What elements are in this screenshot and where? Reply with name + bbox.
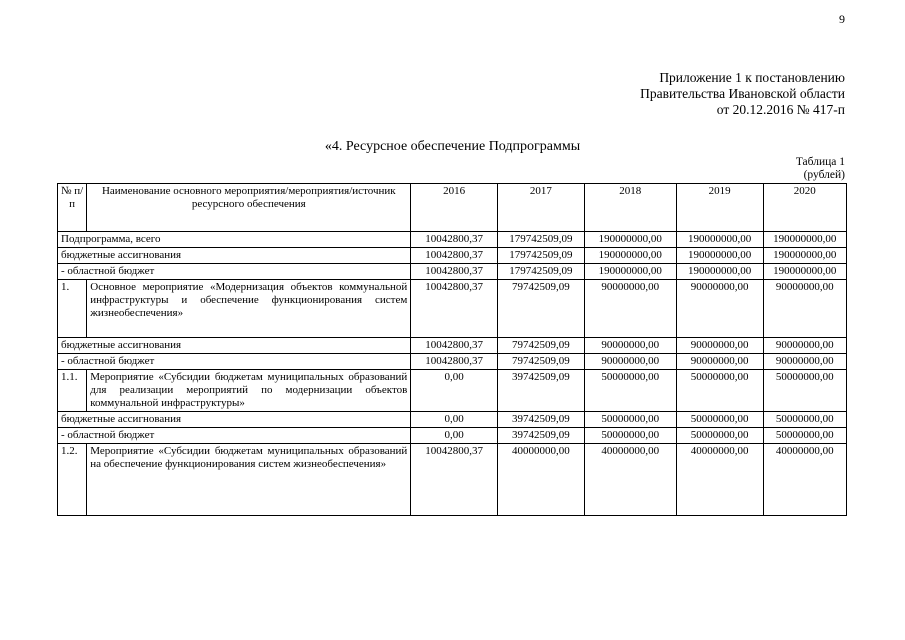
row-label: Основное мероприятие «Модернизация объектов коммунальной инфраструктуры и обеспечение функционирования систем жизнеобеспечения» [87, 280, 411, 338]
row-value: 190000000,00 [763, 232, 846, 248]
row-value: 179742509,09 [498, 248, 585, 264]
row-value: 39742509,09 [498, 428, 585, 444]
table-row [58, 354, 847, 370]
table-units: (рублей) [803, 169, 845, 181]
row-value: 90000000,00 [763, 338, 846, 354]
row-value: 39742509,09 [498, 412, 585, 428]
table-number: Таблица 1 [795, 156, 845, 168]
row-value: 90000000,00 [584, 280, 676, 338]
row-value: 10042800,37 [411, 338, 498, 354]
header-year-2019: 2019 [676, 184, 763, 232]
table-row [58, 428, 847, 444]
header-no: № п/п [58, 184, 87, 232]
row-value: 10042800,37 [411, 248, 498, 264]
row-value: 50000000,00 [584, 412, 676, 428]
row-value: 40000000,00 [676, 444, 763, 516]
row-value: 190000000,00 [676, 232, 763, 248]
row-value: 79742509,09 [498, 280, 585, 338]
table-caption [796, 156, 845, 182]
row-value: 190000000,00 [584, 248, 676, 264]
appendix-line-3: от 20.12.2016 № 417-п [716, 102, 845, 117]
resource-table [57, 183, 847, 516]
row-value: 90000000,00 [584, 338, 676, 354]
table-row [58, 370, 847, 412]
row-value: 10042800,37 [411, 280, 498, 338]
row-value: 90000000,00 [584, 354, 676, 370]
header-name: Наименование основного мероприятия/мероприятия/источник ресурсного обеспечения [87, 184, 411, 232]
table-row [58, 248, 847, 264]
row-value: 90000000,00 [676, 280, 763, 338]
row-value: 79742509,09 [498, 338, 585, 354]
row-value: 179742509,09 [498, 232, 585, 248]
row-value: 50000000,00 [763, 412, 846, 428]
row-value: 90000000,00 [676, 338, 763, 354]
page-number: 9 [839, 12, 845, 26]
row-value: 50000000,00 [676, 428, 763, 444]
row-value: 90000000,00 [676, 354, 763, 370]
row-value: 10042800,37 [411, 354, 498, 370]
row-label: Мероприятие «Субсидии бюджетам муниципальных образований для реализации мероприятий по модернизации объектов коммунальной инфраструктуры» [87, 370, 411, 412]
header-year-2018: 2018 [584, 184, 676, 232]
row-value: 190000000,00 [676, 248, 763, 264]
table-row [58, 444, 847, 516]
row-label: - областной бюджет [58, 354, 411, 370]
row-label: - областной бюджет [58, 428, 411, 444]
row-value: 190000000,00 [763, 264, 846, 280]
table-row [58, 232, 847, 248]
row-label: бюджетные ассигнования [58, 248, 411, 264]
row-value: 90000000,00 [763, 354, 846, 370]
table-header-row [58, 184, 847, 232]
row-value: 40000000,00 [763, 444, 846, 516]
row-number: 1.1. [58, 370, 87, 412]
row-label: бюджетные ассигнования [58, 412, 411, 428]
row-value: 190000000,00 [584, 232, 676, 248]
table-row [58, 338, 847, 354]
appendix-header [640, 70, 845, 118]
row-value: 0,00 [411, 370, 498, 412]
row-value: 10042800,37 [411, 444, 498, 516]
row-value: 40000000,00 [584, 444, 676, 516]
row-value: 10042800,37 [411, 264, 498, 280]
row-value: 79742509,09 [498, 354, 585, 370]
appendix-line-1: Приложение 1 к постановлению [659, 70, 845, 85]
appendix-line-2: Правительства Ивановской области [640, 86, 845, 101]
header-year-2017: 2017 [498, 184, 585, 232]
section-title: «4. Ресурсное обеспечение Подпрограммы [324, 139, 581, 154]
row-value: 190000000,00 [676, 264, 763, 280]
header-year-2016: 2016 [411, 184, 498, 232]
row-value: 50000000,00 [584, 370, 676, 412]
row-number: 1. [58, 280, 87, 338]
row-value: 0,00 [411, 428, 498, 444]
table-row [58, 412, 847, 428]
row-value: 50000000,00 [676, 412, 763, 428]
row-value: 90000000,00 [763, 280, 846, 338]
row-value: 190000000,00 [584, 264, 676, 280]
table-row [58, 264, 847, 280]
row-value: 50000000,00 [584, 428, 676, 444]
header-year-2020: 2020 [763, 184, 846, 232]
row-label: бюджетные ассигнования [58, 338, 411, 354]
table-row [58, 280, 847, 338]
row-value: 190000000,00 [763, 248, 846, 264]
row-number: 1.2. [58, 444, 87, 516]
row-label: Мероприятие «Субсидии бюджетам муниципальных образований на обеспечение функционирования систем жизнеобеспечения» [87, 444, 411, 516]
row-value: 50000000,00 [676, 370, 763, 412]
row-value: 179742509,09 [498, 264, 585, 280]
row-value: 0,00 [411, 412, 498, 428]
row-value: 40000000,00 [498, 444, 585, 516]
row-value: 10042800,37 [411, 232, 498, 248]
row-value: 50000000,00 [763, 370, 846, 412]
row-label: - областной бюджет [58, 264, 411, 280]
row-value: 39742509,09 [498, 370, 585, 412]
row-value: 50000000,00 [763, 428, 846, 444]
row-label: Подпрограмма, всего [58, 232, 411, 248]
